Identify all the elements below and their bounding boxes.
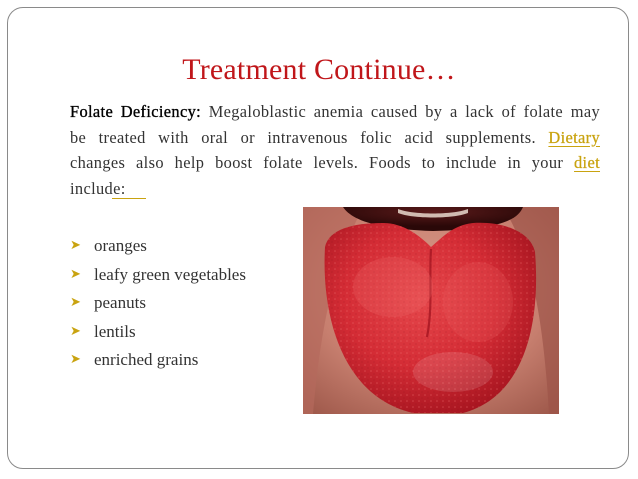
paragraph-lead: Folate Deficiency: [70,102,202,121]
list-item [70,318,246,347]
arrowhead-bullet-icon: ➤ [70,295,81,311]
list-item [70,232,246,261]
arrowhead-bullet-icon: ➤ [70,323,81,339]
list-item-label: enriched grains [94,350,199,370]
list-item [70,289,246,318]
list-item-label: lentils [94,321,136,341]
tongue-photo [303,207,559,414]
paragraph-text-1: Megaloblastic anemia caused by a lack of folate may be treated with oral or intravenous folic acid supplements. [70,102,600,147]
slide-title: Treatment Continue… [182,53,456,86]
paragraph-text-2: changes also help boost folate levels. Foods to include in your [70,153,575,172]
list-item-label: leafy green vegetables [94,264,246,284]
arrowhead-bullet-icon: ➤ [70,352,81,368]
food-list [70,232,246,375]
arrowhead-bullet-icon: ➤ [70,238,81,253]
list-item [70,261,246,290]
list-item-label: oranges [94,236,147,255]
dietary-link[interactable]: Dietary [548,127,600,147]
list-item [70,346,246,375]
paragraph-text-3: include: [70,178,126,198]
list-item-label: peanuts [94,293,146,313]
diet-underline-mark [112,198,146,199]
folate-paragraph [70,99,600,201]
diet-link[interactable]: diet [574,153,600,172]
arrowhead-bullet-icon: ➤ [70,266,81,282]
